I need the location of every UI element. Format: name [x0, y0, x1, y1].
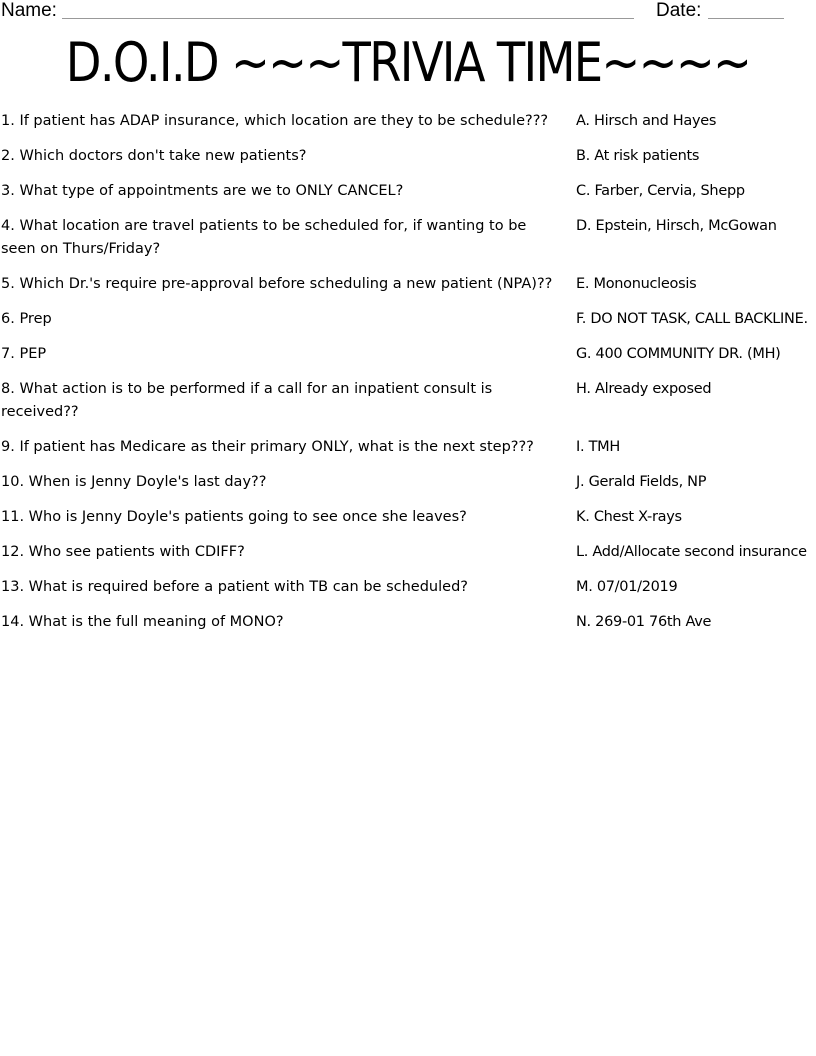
question-text: 4. What location are travel patients to be scheduled for, if wanting to be seen on Thurs/Friday?	[1, 218, 527, 257]
question-text: 10. When is Jenny Doyle's last day??	[1, 474, 267, 490]
question-row	[1, 110, 816, 133]
question-row	[1, 343, 816, 366]
answer-option: G. 400 COMMUNITY DR. (MH)	[576, 346, 781, 362]
date-label: Date:	[656, 0, 702, 21]
question-row	[1, 180, 816, 203]
answer-option: K. Chest X-rays	[576, 509, 682, 525]
question-text: 2. Which doctors don't take new patients?	[1, 148, 307, 164]
question-row	[1, 378, 816, 424]
question-row	[1, 506, 816, 529]
question-text: 14. What is the full meaning of MONO?	[1, 614, 284, 630]
answer-option: L. Add/Allocate second insurance	[576, 544, 807, 560]
answer-option: A. Hirsch and Hayes	[576, 113, 717, 129]
answer-option: B. At risk patients	[576, 148, 700, 164]
question-text: 7. PEP	[1, 346, 47, 362]
answer-option: F. DO NOT TASK, CALL BACKLINE.	[576, 311, 808, 327]
question-text: 3. What type of appointments are we to ONLY CANCEL?	[1, 183, 404, 199]
question-row	[1, 215, 816, 261]
answer-option: C. Farber, Cervia, Shepp	[576, 183, 745, 199]
answer-option: D. Epstein, Hirsch, McGowan	[576, 218, 777, 234]
question-row	[1, 308, 816, 331]
name-field[interactable]	[62, 18, 634, 19]
matching-list	[1, 110, 816, 646]
answer-option: E. Mononucleosis	[576, 276, 697, 292]
question-row	[1, 471, 816, 494]
worksheet-header	[0, 0, 816, 24]
question-text: 1. If patient has ADAP insurance, which location are they to be schedule???	[1, 113, 549, 129]
answer-option: J. Gerald Fields, NP	[576, 474, 707, 490]
answer-option: N. 269-01 76th Ave	[576, 614, 712, 630]
question-row	[1, 436, 816, 459]
question-row	[1, 541, 816, 564]
answer-option: I. TMH	[576, 439, 620, 455]
date-field[interactable]	[708, 18, 784, 19]
question-text: 5. Which Dr.'s require pre-approval before scheduling a new patient (NPA)??	[1, 276, 553, 292]
question-text: 8. What action is to be performed if a call for an inpatient consult is received??	[1, 381, 493, 420]
question-text: 11. Who is Jenny Doyle's patients going to see once she leaves?	[1, 509, 467, 525]
question-text: 6. Prep	[1, 311, 52, 327]
answer-option: M. 07/01/2019	[576, 579, 678, 595]
question-text: 12. Who see patients with CDIFF?	[1, 544, 245, 560]
question-row	[1, 611, 816, 634]
name-label: Name:	[1, 0, 57, 21]
question-text: 13. What is required before a patient with TB can be scheduled?	[1, 579, 468, 595]
question-row	[1, 576, 816, 599]
question-text: 9. If patient has Medicare as their primary ONLY, what is the next step???	[1, 439, 534, 455]
page-title: D.O.I.D ~~~TRIVIA TIME~~~~	[65, 31, 751, 94]
answer-option: H. Already exposed	[576, 381, 712, 397]
question-row	[1, 273, 816, 296]
question-row	[1, 145, 816, 168]
